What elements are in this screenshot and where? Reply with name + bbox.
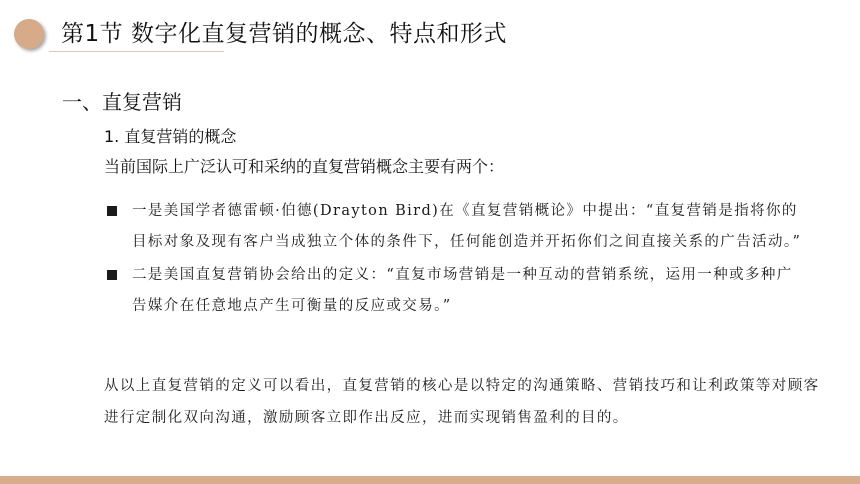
list-item — [104, 260, 804, 322]
title-bullet-circle — [14, 19, 44, 49]
footer-bar — [0, 476, 860, 484]
square-bullet-icon — [107, 206, 117, 216]
definition-list — [104, 196, 804, 324]
slide-title: 第1节 数字化直复营销的概念、特点和形式 — [61, 21, 507, 47]
list-item — [104, 196, 804, 258]
intro-text: 当前国际上广泛认可和采纳的直复营销概念主要有两个： — [104, 157, 505, 176]
summary-paragraph: 从以上直复营销的定义可以看出，直复营销的核心是以特定的沟通策略、营销技巧和让利政策等对顾客进行定制化双向沟通，激励顾客立即作出反应，进而实现销售盈利的目的。 — [104, 378, 820, 426]
square-bullet-icon — [107, 270, 117, 280]
subsection-heading: 1. 直复营销的概念 — [104, 127, 237, 146]
definition-text: 一是美国学者德雷顿·伯德(Drayton Bird)在《直复营销概论》中提出：“直复营销是指将你的目标对象及现有客户当成独立个体的条件下，任何能创造并开拓你们之间直接关系的广告活动。” — [132, 203, 802, 250]
section-heading: 一、直复营销 — [62, 90, 182, 114]
definition-text: 二是美国直复营销协会给出的定义：“直复市场营销是一种互动的营销系统，运用一种或多种广告媒介在任意地点产生可衡量的反应或交易。” — [132, 267, 793, 314]
title-underline — [49, 51, 224, 52]
